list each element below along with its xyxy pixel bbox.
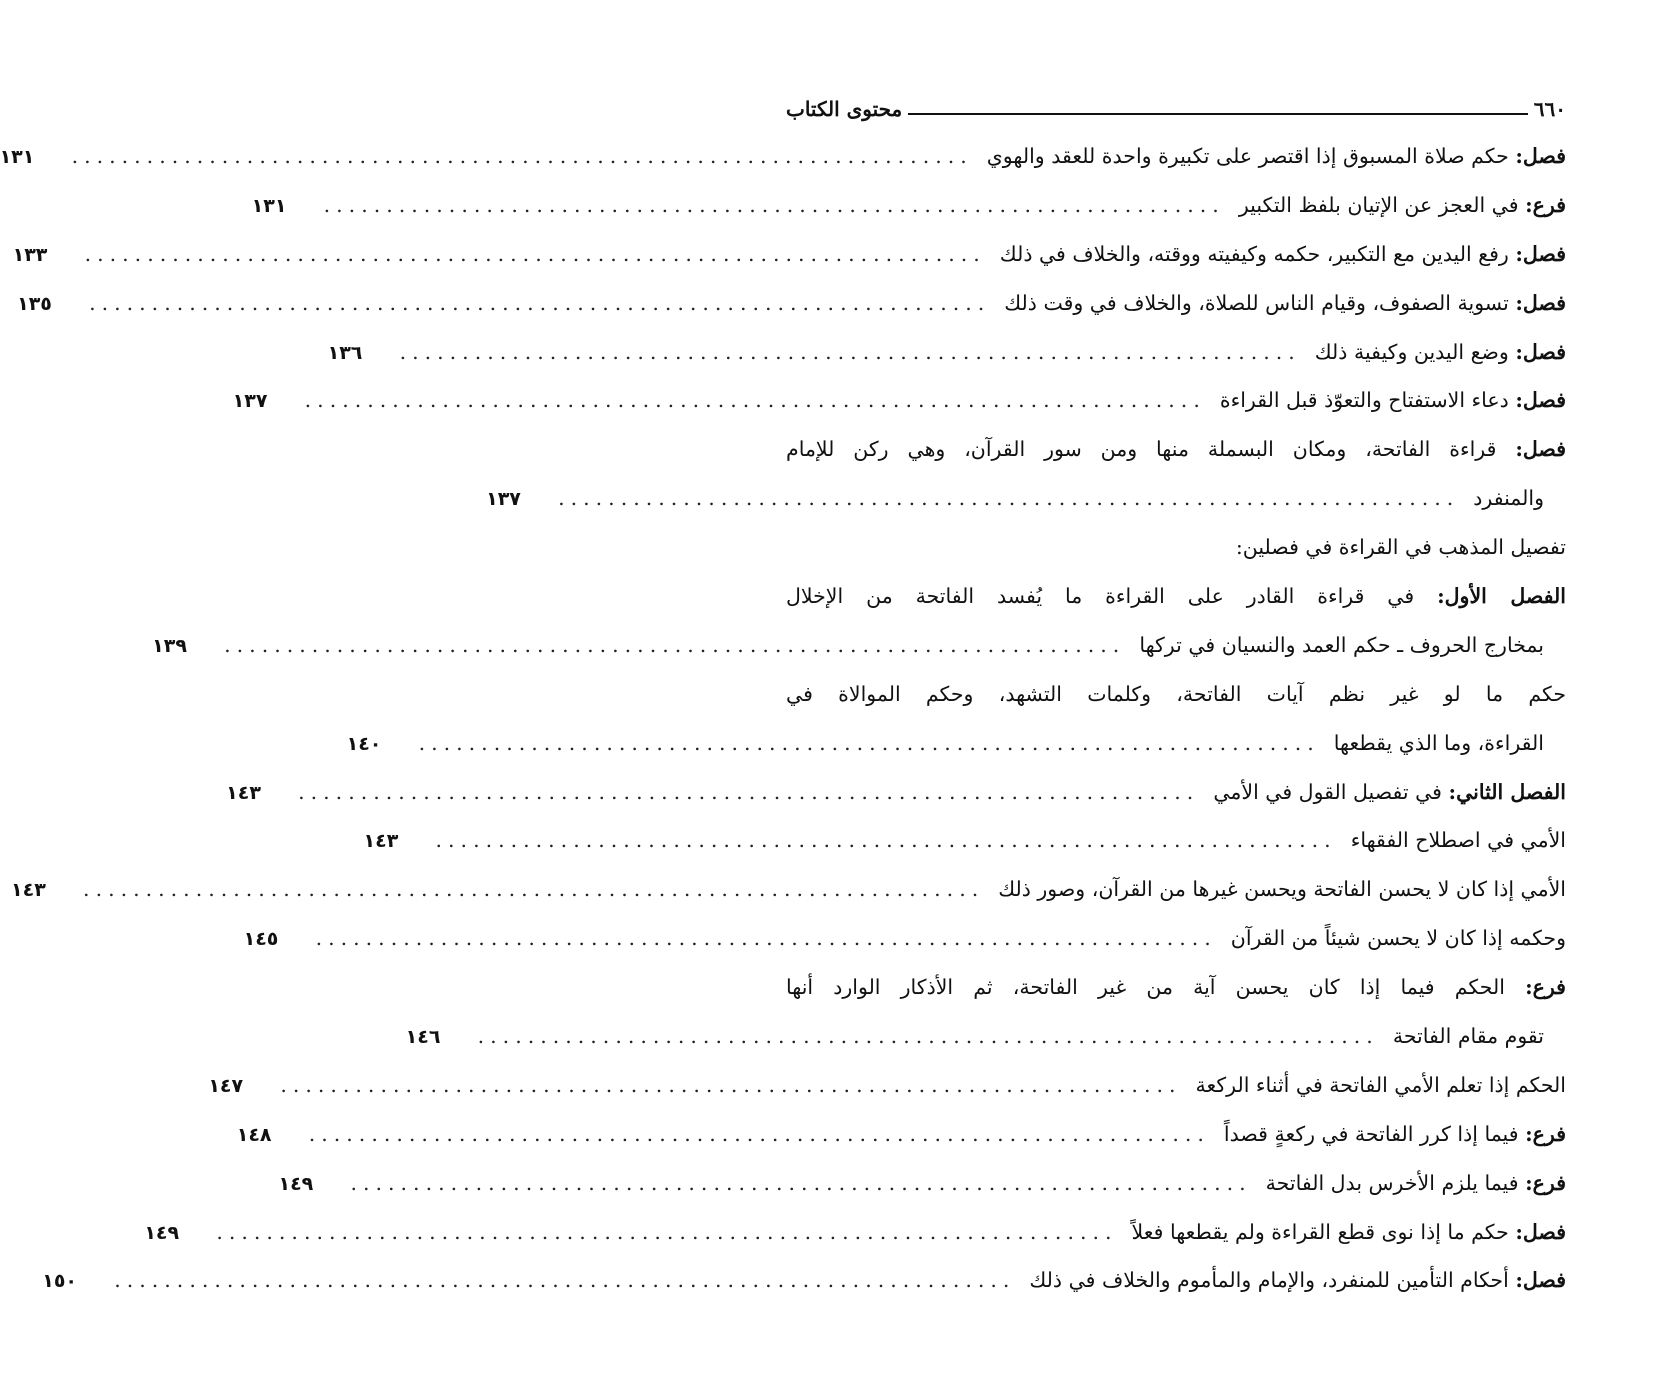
toc-line	[346, 719, 1566, 768]
toc-line	[243, 914, 1566, 963]
dot-leader: ........................................................................	[558, 486, 1460, 511]
toc-title: تقوم مقام الفاتحة	[1392, 1024, 1544, 1049]
toc-entry	[786, 523, 1566, 572]
page-ref: ١٤٩	[144, 1221, 180, 1244]
toc-line	[236, 1110, 1566, 1159]
toc-entry	[486, 425, 1566, 523]
toc-line-text	[786, 963, 1566, 1012]
page-ref: ١٤٣	[11, 879, 46, 902]
page-ref: ١٥٠	[42, 1270, 78, 1293]
toc-line-text	[1213, 768, 1566, 817]
toc-line	[11, 865, 1566, 914]
toc-title: وضع اليدين وكيفية ذلك	[1314, 339, 1509, 364]
section-label: الفصل الثاني:	[1448, 779, 1566, 804]
dot-leader: ........................................................................	[477, 1024, 1379, 1049]
section-label: فصل:	[1515, 1268, 1566, 1293]
toc-line-text	[1239, 181, 1566, 230]
toc-title: الأمي إذا كان لا يحسن الفاتحة ويحسن غيرها من القرآن، وصور ذلك	[998, 877, 1566, 902]
toc-line-text	[786, 670, 1566, 719]
dot-leader: ........................................................................	[298, 779, 1200, 804]
toc-line-text	[1196, 1061, 1567, 1110]
toc-entry	[363, 816, 1566, 865]
running-title: محتوى الكتاب	[786, 97, 903, 121]
toc-line-text	[1132, 1208, 1566, 1257]
page-ref: ١٣٣	[12, 243, 48, 266]
toc-title: حكم ما لو غير نظم آيات الفاتحة، وكلمات التشهد، وحكم الموالاة في	[786, 681, 1566, 706]
book-page	[0, 82, 1566, 1305]
toc-line	[251, 181, 1566, 230]
toc-entry	[251, 181, 1566, 230]
toc-line-text	[1029, 1256, 1566, 1305]
toc-entry	[17, 279, 1566, 328]
page-number: ٦٦٠	[1533, 97, 1566, 121]
section-label: فرع:	[1525, 1170, 1566, 1195]
toc-title: القراءة، وما الذي يقطعها	[1333, 730, 1544, 755]
dot-leader: ........................................................................	[280, 1072, 1182, 1097]
toc-line	[208, 1061, 1566, 1110]
dot-leader: ........................................................................	[315, 926, 1217, 951]
page-ref: ١٣١	[0, 146, 35, 168]
page-ref: ١٣٦	[327, 341, 363, 364]
toc-title: رفع اليدين مع التكبير، حكمه وكيفيته ووقته، والخلاف في ذلك	[999, 241, 1509, 266]
toc-title: تسوية الصفوف، وقيام الناس للصلاة، والخلاف في وقت ذلك	[1004, 290, 1509, 315]
section-label: فصل:	[1515, 241, 1566, 266]
toc-entry	[12, 230, 1566, 279]
toc-line	[12, 230, 1566, 279]
page-ref: ١٣٧	[486, 488, 521, 511]
toc-entry	[327, 328, 1566, 377]
section-label: فرع:	[1525, 975, 1566, 1000]
page-ref: ١٤٨	[236, 1123, 272, 1146]
toc-line	[327, 328, 1566, 377]
toc-line	[232, 376, 1566, 425]
dot-leader: ........................................................................	[216, 1219, 1118, 1244]
dot-leader: ........................................................................	[304, 388, 1206, 413]
dot-leader: ........................................................................	[83, 877, 985, 902]
page-ref: ١٤٣	[226, 781, 261, 804]
toc-line	[144, 1208, 1566, 1257]
toc-line	[278, 1159, 1566, 1208]
toc-title: والمنفرد	[1473, 486, 1544, 511]
section-label: فرع:	[1525, 1121, 1566, 1146]
toc-line	[786, 523, 1566, 572]
toc-line	[405, 1012, 1566, 1061]
toc-entry	[208, 1061, 1566, 1110]
toc-title: قراءة الفاتحة، ومكان البسملة منها ومن سور القرآن، وهي ركن للإمام	[786, 437, 1497, 462]
toc-line	[786, 670, 1566, 719]
toc-line	[42, 1256, 1566, 1305]
dot-leader: ........................................................................	[114, 1268, 1016, 1293]
toc-line-text	[1220, 376, 1566, 425]
dot-leader: ........................................................................	[399, 339, 1301, 364]
toc-line	[226, 768, 1566, 817]
toc-line	[152, 621, 1566, 670]
page-ref: ١٣١	[251, 194, 287, 217]
page-ref: ١٤٣	[363, 830, 399, 853]
toc-line	[363, 816, 1566, 865]
page-ref: ١٤٦	[405, 1026, 441, 1049]
toc-line-text	[1315, 328, 1566, 377]
toc-title: فيما إذا كرر الفاتحة في ركعةٍ قصداً	[1223, 1121, 1519, 1146]
toc-title: بمخارج الحروف ـ حكم العمد والنسيان في تركها	[1139, 632, 1544, 657]
toc-entry	[152, 572, 1566, 670]
section-label: فصل:	[1515, 1219, 1566, 1244]
toc-entry	[232, 376, 1566, 425]
section-label: فرع:	[1525, 192, 1566, 217]
toc-entry	[0, 132, 1566, 181]
running-header	[786, 82, 1566, 122]
toc-entry	[11, 865, 1566, 914]
toc-entry	[144, 1208, 1566, 1257]
dot-leader: ........................................................................	[224, 632, 1126, 657]
toc-line-text	[1473, 474, 1544, 523]
toc-line-text	[1236, 523, 1566, 572]
toc-line-text	[786, 425, 1566, 474]
toc-title: في تفصيل القول في الأمي	[1213, 779, 1442, 804]
toc-line	[0, 132, 1566, 181]
toc-entry	[243, 914, 1566, 963]
toc-title: فيما يلزم الأخرس بدل الفاتحة	[1265, 1170, 1519, 1195]
dot-leader: ........................................................................	[350, 1170, 1252, 1195]
toc-title: الأمي في اصطلاح الفقهاء	[1350, 828, 1566, 853]
dot-leader: ........................................................................	[84, 241, 986, 266]
toc-title: وحكمه إذا كان لا يحسن شيئاً من القرآن	[1230, 926, 1566, 951]
toc-line-text	[1266, 1159, 1566, 1208]
section-label: فصل:	[1515, 388, 1566, 413]
toc-entry	[226, 768, 1566, 817]
toc-title: في قراءة القادر على القراءة ما يُفسد الفاتحة من الإخلال	[786, 584, 1415, 609]
dot-leader: ........................................................................	[435, 828, 1337, 853]
toc-title: تفصيل المذهب في القراءة في فصلين:	[1235, 535, 1566, 560]
toc-line	[786, 572, 1566, 621]
page-ref: ١٤٥	[243, 928, 279, 951]
section-label: فصل:	[1515, 339, 1566, 364]
dot-leader: ........................................................................	[308, 1121, 1210, 1146]
toc-line-text	[1224, 1110, 1566, 1159]
toc-title: في العجز عن الإتيان بلفظ التكبير	[1238, 192, 1519, 217]
toc-line-text	[1231, 914, 1566, 963]
toc-line	[786, 963, 1566, 1012]
page-ref: ١٤٧	[208, 1074, 244, 1097]
toc-entry	[42, 1256, 1566, 1305]
dot-leader: ........................................................................	[418, 730, 1320, 755]
toc-entry	[346, 670, 1566, 768]
section-label: فصل:	[1515, 437, 1566, 462]
toc-title: دعاء الاستفتاح والتعوّذ قبل القراءة	[1219, 388, 1509, 413]
toc-title: الحكم فيما إذا كان يحسن آية من غير الفاتحة، ثم الأذكار الوارد أنها	[786, 975, 1505, 1000]
toc-title: حكم صلاة المسبوق إذا اقتصر على تكبيرة واحدة للعقد والهوي	[986, 144, 1509, 168]
table-of-contents	[0, 132, 1566, 1305]
toc-line	[17, 279, 1566, 328]
page-ref: ١٣٧	[232, 390, 268, 413]
toc-line-text	[1334, 719, 1544, 768]
toc-title: حكم ما إذا نوى قطع القراءة ولم يقطعها فعلاً	[1131, 1219, 1509, 1244]
header-rule	[908, 113, 1528, 115]
toc-line-text	[1139, 621, 1544, 670]
toc-entry	[405, 963, 1566, 1061]
toc-entry	[278, 1159, 1566, 1208]
dot-leader: ........................................................................	[89, 290, 991, 315]
page-ref: ١٣٥	[17, 292, 52, 315]
toc-line	[786, 425, 1566, 474]
page-ref: ١٤٩	[278, 1172, 314, 1195]
toc-line-text	[1000, 230, 1566, 279]
toc-line-text	[1351, 816, 1566, 865]
dot-leader: ........................................................................	[323, 192, 1225, 217]
section-label: فصل:	[1515, 144, 1566, 168]
toc-line-text	[998, 865, 1566, 914]
toc-line-text	[1004, 279, 1566, 328]
toc-line-text	[987, 132, 1566, 181]
page-ref: ١٤٠	[346, 732, 382, 755]
section-label: فصل:	[1515, 290, 1566, 315]
toc-line	[486, 474, 1566, 523]
toc-line-text	[786, 572, 1566, 621]
toc-entry	[236, 1110, 1566, 1159]
toc-line-text	[1393, 1012, 1544, 1061]
dot-leader: ........................................................................	[71, 144, 973, 168]
page-ref: ١٣٩	[152, 634, 187, 657]
section-label: الفصل الأول:	[1437, 584, 1566, 609]
toc-title: الحكم إذا تعلم الأمي الفاتحة في أثناء الركعة	[1195, 1072, 1566, 1097]
toc-title: أحكام التأمين للمنفرد، والإمام والمأموم والخلاف في ذلك	[1029, 1268, 1509, 1293]
